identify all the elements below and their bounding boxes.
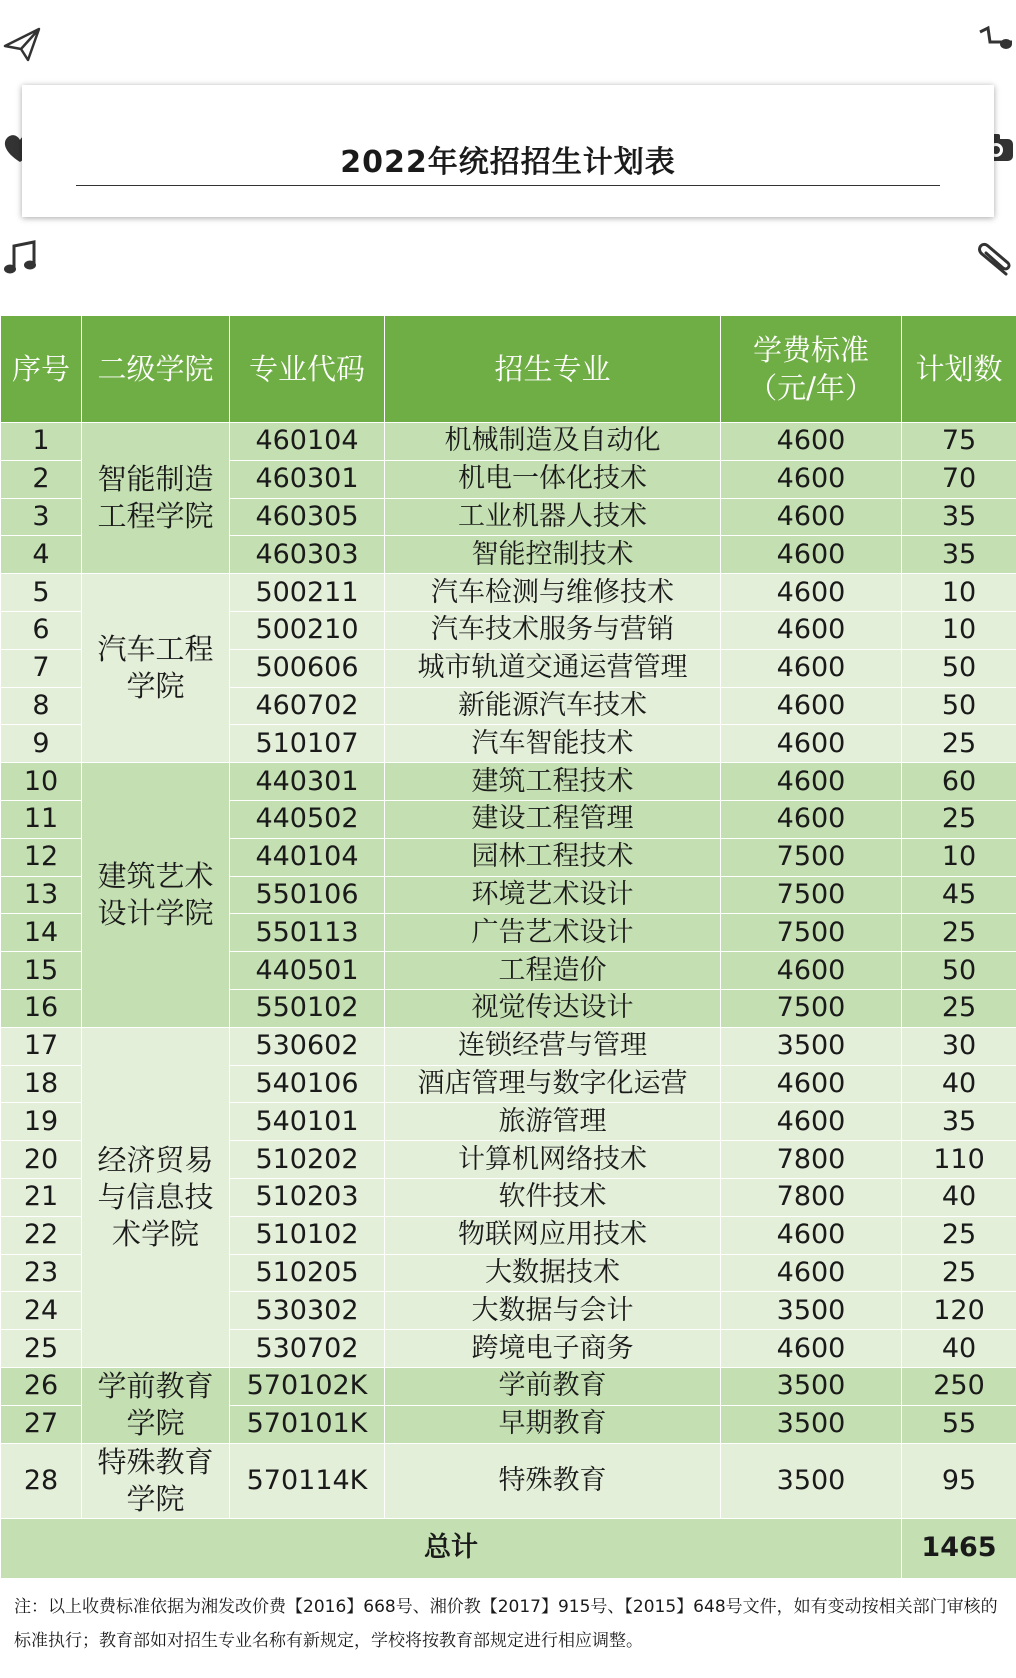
college-cell: 特殊教育学院 — [82, 1443, 230, 1518]
row-number-cell: 7 — [1, 649, 82, 687]
table-row — [1, 1027, 1016, 1065]
tuition-fee-cell: 4600 — [721, 611, 902, 649]
footnote: 注：以上收费标准依据为湘发改价费【2016】668号、湘价教【2017】915号、【2015】648号文件，如有变动按相关部门审核的标准执行；教育部如对招生专业名称有新规定，学校将按教育部规定进行相应调整。 — [14, 1597, 998, 1651]
music-note-icon — [0, 238, 40, 278]
plan-count-cell: 110 — [902, 1141, 1016, 1179]
major-name-cell: 物联网应用技术 — [385, 1216, 721, 1254]
plan-count-cell: 45 — [902, 876, 1016, 914]
row-number-cell: 13 — [1, 876, 82, 914]
tuition-fee-cell: 7800 — [721, 1178, 902, 1216]
major-code-cell: 570114K — [230, 1443, 385, 1518]
row-number-cell: 8 — [1, 687, 82, 725]
major-name-cell: 计算机网络技术 — [385, 1141, 721, 1179]
page-title: 2022年统招招生计划表 — [340, 145, 676, 180]
tuition-fee-cell: 4600 — [721, 800, 902, 838]
tuition-fee-cell: 4600 — [721, 1216, 902, 1254]
plan-count-cell: 25 — [902, 800, 1016, 838]
tuition-fee-cell: 4600 — [721, 574, 902, 612]
major-name-cell: 汽车技术服务与营销 — [385, 611, 721, 649]
tuition-fee-cell: 4600 — [721, 1330, 902, 1368]
plan-count-cell: 25 — [902, 1216, 1016, 1254]
major-code-cell: 510205 — [230, 1254, 385, 1292]
plan-count-cell: 40 — [902, 1330, 1016, 1368]
total-label: 总计 — [1, 1518, 902, 1578]
major-name-cell: 视觉传达设计 — [385, 989, 721, 1027]
tuition-fee-cell: 4600 — [721, 763, 902, 801]
plan-count-cell: 50 — [902, 952, 1016, 990]
tuition-fee-cell: 7500 — [721, 876, 902, 914]
plan-count-cell: 25 — [902, 989, 1016, 1027]
row-number-cell: 10 — [1, 763, 82, 801]
tuition-fee-cell: 4600 — [721, 725, 902, 763]
plan-count-cell: 40 — [902, 1178, 1016, 1216]
row-number-cell: 21 — [1, 1178, 82, 1216]
tuition-fee-cell: 7500 — [721, 914, 902, 952]
plan-count-cell: 250 — [902, 1367, 1016, 1405]
column-header-plan: 计划数 — [902, 316, 1016, 423]
major-code-cell: 460702 — [230, 687, 385, 725]
tuition-fee-cell: 3500 — [721, 1367, 902, 1405]
plan-count-cell: 70 — [902, 460, 1016, 498]
row-number-cell: 3 — [1, 498, 82, 536]
major-name-cell: 新能源汽车技术 — [385, 687, 721, 725]
plan-count-cell: 10 — [902, 611, 1016, 649]
major-name-cell: 软件技术 — [385, 1178, 721, 1216]
tuition-fee-cell: 3500 — [721, 1027, 902, 1065]
tuition-fee-cell: 4600 — [721, 1065, 902, 1103]
major-name-cell: 工程造价 — [385, 952, 721, 990]
tuition-fee-cell: 7500 — [721, 838, 902, 876]
college-cell: 学前教育学院 — [82, 1367, 230, 1443]
tuition-fee-cell: 3500 — [721, 1405, 902, 1443]
major-name-cell: 大数据技术 — [385, 1254, 721, 1292]
plan-count-cell: 25 — [902, 1254, 1016, 1292]
tuition-fee-cell: 4600 — [721, 687, 902, 725]
major-code-cell: 460104 — [230, 423, 385, 461]
total-value: 1465 — [902, 1518, 1016, 1578]
major-code-cell: 460305 — [230, 498, 385, 536]
major-name-cell: 城市轨道交通运营管理 — [385, 649, 721, 687]
major-code-cell: 440502 — [230, 800, 385, 838]
major-name-cell: 园林工程技术 — [385, 838, 721, 876]
table-row — [1, 1367, 1016, 1405]
major-name-cell: 建筑工程技术 — [385, 763, 721, 801]
major-code-cell: 510102 — [230, 1216, 385, 1254]
row-number-cell: 14 — [1, 914, 82, 952]
major-code-cell: 460303 — [230, 536, 385, 574]
plan-count-cell: 35 — [902, 1103, 1016, 1141]
plan-count-cell: 95 — [902, 1443, 1016, 1518]
major-code-cell: 460301 — [230, 460, 385, 498]
major-code-cell: 510203 — [230, 1178, 385, 1216]
tuition-fee-cell: 4600 — [721, 1103, 902, 1141]
row-number-cell: 5 — [1, 574, 82, 612]
major-code-cell: 530602 — [230, 1027, 385, 1065]
row-number-cell: 18 — [1, 1065, 82, 1103]
major-code-cell: 550113 — [230, 914, 385, 952]
table-row — [1, 763, 1016, 801]
major-name-cell: 汽车检测与维修技术 — [385, 574, 721, 612]
major-name-cell: 工业机器人技术 — [385, 498, 721, 536]
table-row — [1, 423, 1016, 461]
major-name-cell: 大数据与会计 — [385, 1292, 721, 1330]
major-code-cell: 540101 — [230, 1103, 385, 1141]
title-card — [22, 85, 994, 217]
row-number-cell: 2 — [1, 460, 82, 498]
tuition-fee-cell: 7800 — [721, 1141, 902, 1179]
row-number-cell: 6 — [1, 611, 82, 649]
major-name-cell: 机械制造及自动化 — [385, 423, 721, 461]
row-number-cell: 9 — [1, 725, 82, 763]
row-number-cell: 28 — [1, 1443, 82, 1518]
column-header-no: 序号 — [1, 316, 82, 423]
row-number-cell: 20 — [1, 1141, 82, 1179]
tuition-fee-cell: 4600 — [721, 1254, 902, 1292]
tuition-fee-cell: 4600 — [721, 649, 902, 687]
major-name-cell: 旅游管理 — [385, 1103, 721, 1141]
row-number-cell: 4 — [1, 536, 82, 574]
column-header-code: 专业代码 — [230, 316, 385, 423]
table-row — [1, 574, 1016, 612]
major-code-cell: 440301 — [230, 763, 385, 801]
row-number-cell: 16 — [1, 989, 82, 1027]
major-name-cell: 环境艺术设计 — [385, 876, 721, 914]
major-name-cell: 酒店管理与数字化运营 — [385, 1065, 721, 1103]
table-header-row — [1, 316, 1016, 423]
paper-plane-icon — [2, 24, 42, 64]
college-cell: 经济贸易与信息技术学院 — [82, 1027, 230, 1367]
row-number-cell: 17 — [1, 1027, 82, 1065]
major-name-cell: 学前教育 — [385, 1367, 721, 1405]
major-code-cell: 570101K — [230, 1405, 385, 1443]
plan-count-cell: 35 — [902, 498, 1016, 536]
row-number-cell: 19 — [1, 1103, 82, 1141]
column-header-major: 招生专业 — [385, 316, 721, 423]
plan-count-cell: 10 — [902, 838, 1016, 876]
row-number-cell: 22 — [1, 1216, 82, 1254]
major-code-cell: 500606 — [230, 649, 385, 687]
plan-count-cell: 50 — [902, 649, 1016, 687]
tuition-fee-cell: 4600 — [721, 952, 902, 990]
row-number-cell: 1 — [1, 423, 82, 461]
row-number-cell: 26 — [1, 1367, 82, 1405]
title-underline — [76, 185, 940, 186]
plan-count-cell: 10 — [902, 574, 1016, 612]
college-cell: 智能制造工程学院 — [82, 423, 230, 574]
tuition-fee-cell: 7500 — [721, 989, 902, 1027]
row-number-cell: 27 — [1, 1405, 82, 1443]
major-code-cell: 570102K — [230, 1367, 385, 1405]
tuition-fee-cell: 4600 — [721, 536, 902, 574]
major-code-cell: 500211 — [230, 574, 385, 612]
major-code-cell: 530702 — [230, 1330, 385, 1368]
college-cell: 汽车工程学院 — [82, 574, 230, 763]
row-number-cell: 15 — [1, 952, 82, 990]
row-number-cell: 23 — [1, 1254, 82, 1292]
major-code-cell: 550102 — [230, 989, 385, 1027]
plan-count-cell: 25 — [902, 914, 1016, 952]
major-code-cell: 440104 — [230, 838, 385, 876]
column-header-fee: 学费标准（元/年） — [721, 316, 902, 423]
major-name-cell: 连锁经营与管理 — [385, 1027, 721, 1065]
major-name-cell: 建设工程管理 — [385, 800, 721, 838]
tuition-fee-cell: 3500 — [721, 1292, 902, 1330]
row-number-cell: 12 — [1, 838, 82, 876]
college-cell: 建筑艺术设计学院 — [82, 763, 230, 1028]
major-name-cell: 智能控制技术 — [385, 536, 721, 574]
row-number-cell: 25 — [1, 1330, 82, 1368]
table-row — [1, 1443, 1016, 1518]
major-name-cell: 早期教育 — [385, 1405, 721, 1443]
major-name-cell: 汽车智能技术 — [385, 725, 721, 763]
plan-count-cell: 50 — [902, 687, 1016, 725]
tuition-fee-cell: 4600 — [721, 460, 902, 498]
plan-count-cell: 25 — [902, 725, 1016, 763]
major-code-cell: 530302 — [230, 1292, 385, 1330]
major-code-cell: 500210 — [230, 611, 385, 649]
plan-count-cell: 35 — [902, 536, 1016, 574]
total-row — [1, 1518, 1016, 1578]
plan-count-cell: 30 — [902, 1027, 1016, 1065]
major-name-cell: 跨境电子商务 — [385, 1330, 721, 1368]
major-name-cell: 机电一体化技术 — [385, 460, 721, 498]
major-code-cell: 440501 — [230, 952, 385, 990]
major-name-cell: 广告艺术设计 — [385, 914, 721, 952]
row-number-cell: 11 — [1, 800, 82, 838]
plan-count-cell: 75 — [902, 423, 1016, 461]
eyeglasses-icon — [976, 18, 1016, 58]
plan-count-cell: 60 — [902, 763, 1016, 801]
major-name-cell: 特殊教育 — [385, 1443, 721, 1518]
plan-count-cell: 120 — [902, 1292, 1016, 1330]
tuition-fee-cell: 4600 — [721, 423, 902, 461]
major-code-cell: 540106 — [230, 1065, 385, 1103]
enrollment-plan-table — [0, 315, 1016, 1579]
tuition-fee-cell: 3500 — [721, 1443, 902, 1518]
tuition-fee-cell: 4600 — [721, 498, 902, 536]
major-code-cell: 550106 — [230, 876, 385, 914]
major-code-cell: 510107 — [230, 725, 385, 763]
plan-count-cell: 55 — [902, 1405, 1016, 1443]
paperclip-icon — [972, 238, 1012, 278]
plan-count-cell: 40 — [902, 1065, 1016, 1103]
column-header-college: 二级学院 — [82, 316, 230, 423]
major-code-cell: 510202 — [230, 1141, 385, 1179]
row-number-cell: 24 — [1, 1292, 82, 1330]
